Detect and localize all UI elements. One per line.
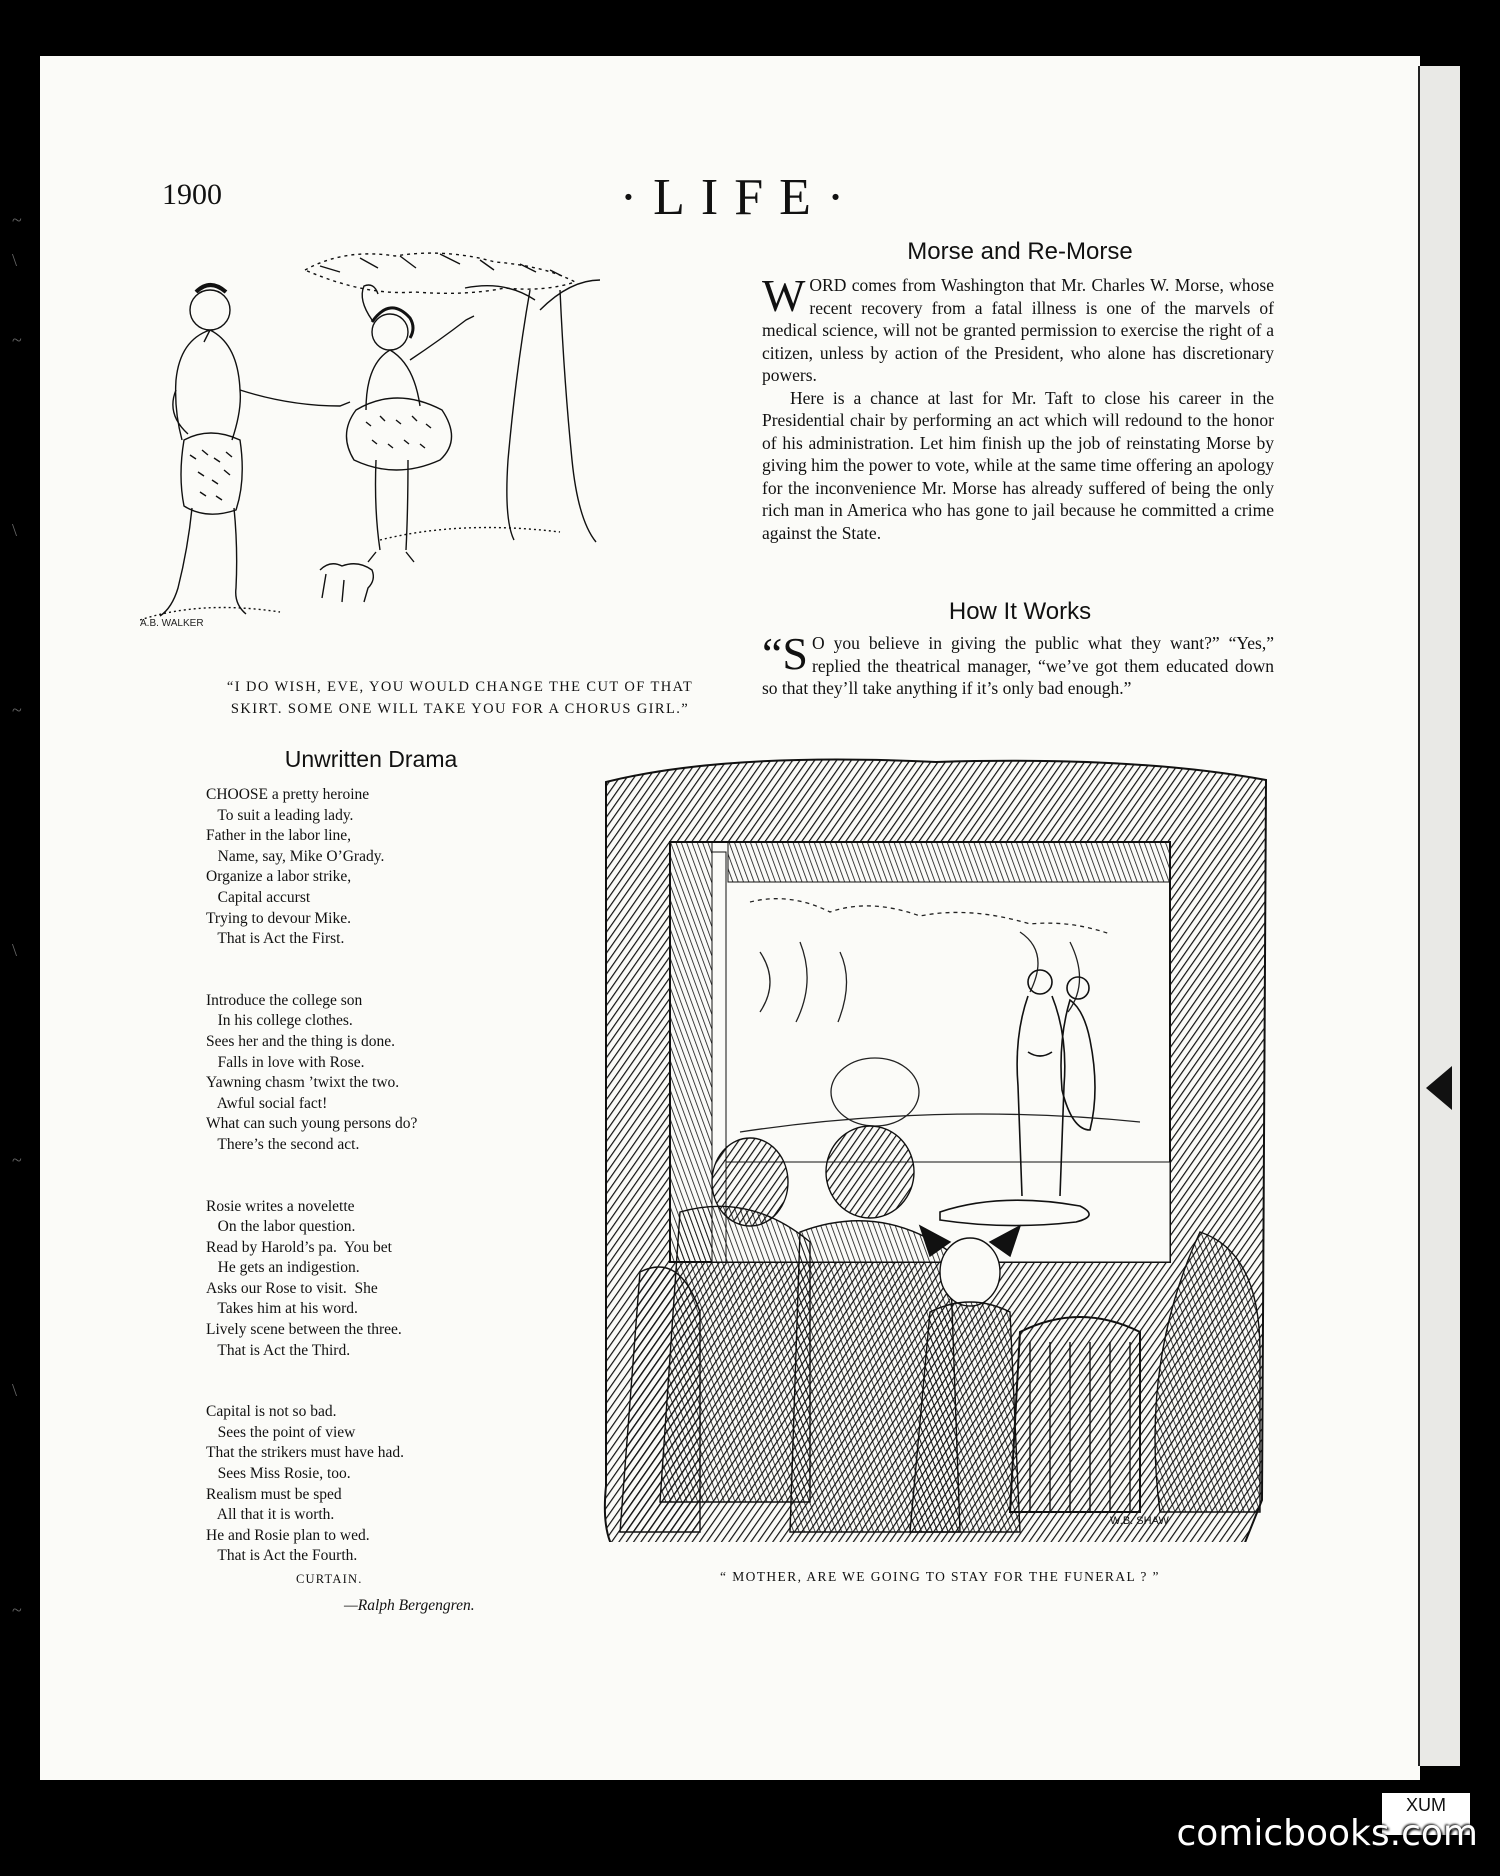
poem-line: He gets an indigestion. [206, 1259, 360, 1277]
article2-body [762, 628, 1274, 700]
stanza-3 [206, 1197, 536, 1362]
archive-stamp: XUM [1382, 1793, 1470, 1835]
poem-line: What can such young persons do? [206, 1115, 418, 1133]
cartoon1-signature: A.B. WALKER [140, 618, 204, 629]
article2-para1: O you believe in giving the public what they want?” “Yes,” replied the theatrical manager, “we’ve got them educated down so that they’ll take anything if it’s only bad enough.” [762, 633, 1274, 698]
cartoon1-caption-line1: “I DO WISH, EVE, YOU WOULD CHANGE THE CUT OF THAT [226, 679, 694, 695]
article2-title: How It Works [948, 598, 1092, 625]
poem-line: All that it is worth. [206, 1506, 335, 1524]
poem-line: Falls in love with Rose. [206, 1053, 365, 1071]
article1-title: Morse and Re-Morse [907, 238, 1133, 265]
poem-line: To suit a leading lady. [206, 806, 354, 824]
poem-line: Read by Harold’s pa. You bet [206, 1238, 392, 1256]
page-tab-marker [1426, 1066, 1452, 1110]
poem-curtain: CURTAIN. [296, 1572, 363, 1586]
stanza-2 [206, 991, 536, 1156]
cartoon1-caption-line2: SKIRT. SOME ONE WILL TAKE YOU FOR A CHORUS GIRL.” [230, 701, 690, 717]
poem-line: Sees Miss Rosie, too. [206, 1465, 351, 1483]
poem-line: Lively scene between the three. [206, 1321, 402, 1339]
article1-para1: ORD comes from Washington that Mr. Charles W. Morse, whose recent recovery from a fatal illness is one of the marvels of medical science, will not be granted permission to exercise the right of a citizen, unless by action of the President, who alone has discretionary powers. [762, 275, 1274, 385]
watermark: comicbooks.com [1176, 1813, 1478, 1854]
poem-line: Capital accurst [206, 888, 311, 906]
poem-author: —Ralph Bergengren. [344, 1596, 475, 1614]
poem-line: Organize a labor strike, [206, 868, 352, 886]
poem-line: Sees the point of view [206, 1423, 356, 1441]
poem-line: Awful social fact! [206, 1094, 328, 1112]
poem-line: Trying to devour Mike. [206, 909, 351, 927]
poem-line: That is Act the Third. [206, 1341, 351, 1359]
poem-line: On the labor question. [206, 1218, 356, 1236]
poem-line: Father in the labor line, [206, 827, 352, 845]
poem-line: Sees her and the thing is done. [206, 1032, 395, 1050]
stanza-1 [206, 785, 536, 950]
poem-line: Rosie writes a novelette [206, 1197, 355, 1215]
next-page-edge [1418, 66, 1460, 1766]
poem-line: There’s the second act. [206, 1135, 360, 1153]
page-number: 1900 [162, 178, 222, 211]
cartoon1-caption [200, 676, 720, 720]
poem-line: Realism must be sped [206, 1485, 342, 1503]
poem-line: Name, say, Mike O’Grady. [206, 847, 385, 865]
poem-line: He and Rosie plan to wed. [206, 1526, 370, 1544]
poem-line: That the strikers must have had. [206, 1444, 405, 1462]
article1-para2: Here is a chance at last for Mr. Taft to close his career in the Presidential chair by performing an act which will redound to the honor of his administration. Let him finish up the job of reinstating Morse by giving him the power to vote, while at the same time offering an apology for the inconvenience Mr. Morse has already suffered of being the only rich man in America who has gone to jail because he committed a crime against the State. [762, 387, 1274, 543]
cartoon2-caption: “ MOTHER, ARE WE GOING TO STAY FOR THE FUNERAL ? ” [720, 1569, 1160, 1584]
poem-line: Capital is not so bad. [206, 1403, 337, 1421]
poem-body [206, 785, 536, 1616]
poem-line: Yawning chasm ’twixt the two. [206, 1074, 400, 1092]
poem-line: That is Act the First. [206, 930, 345, 948]
poem-line: That is Act the Fourth. [206, 1547, 358, 1565]
adam-eve-cartoon [140, 240, 720, 640]
poem-title: Unwritten Drama [284, 746, 458, 772]
stanza-4 [206, 1402, 536, 1567]
article2-dropcap: “S [762, 628, 808, 679]
article1-dropcap: W [762, 270, 806, 321]
poem-line: CHOOSE a pretty heroine [206, 786, 370, 803]
cartoon2-signature: W.B. SHAW [1110, 1515, 1169, 1527]
poem-line: Asks our Rose to visit. She [206, 1279, 378, 1297]
poem-line: Introduce the college son [206, 991, 363, 1009]
article1-body [762, 270, 1274, 544]
scan-edge: ~ \ ~ \ ~ \ ~ \ ~ [12, 210, 22, 1620]
theater-cartoon [600, 752, 1280, 1542]
poem-line: Takes him at his word. [206, 1300, 358, 1318]
poem-line: In his college clothes. [206, 1012, 353, 1030]
masthead-life: ·LIFE· [619, 169, 861, 226]
